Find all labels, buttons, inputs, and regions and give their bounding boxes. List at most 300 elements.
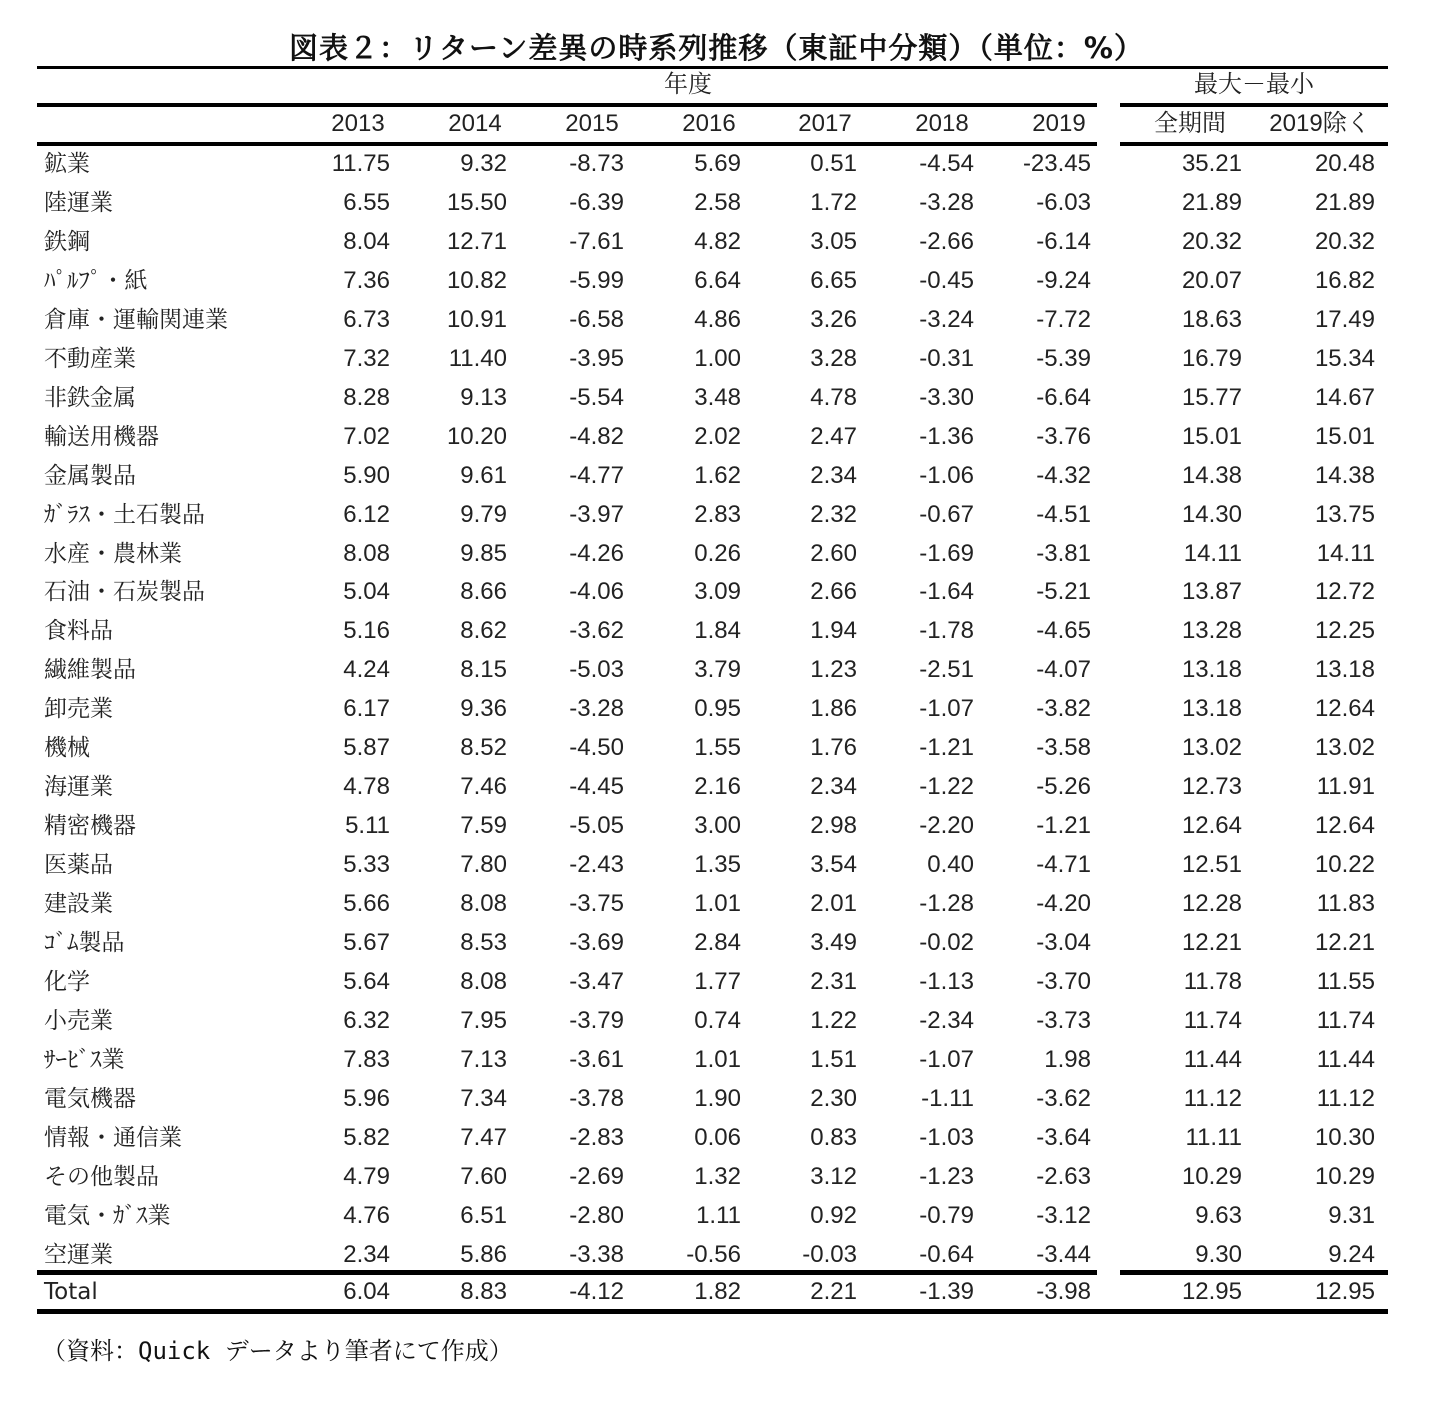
value-cell: 2.34 [343,1240,390,1268]
range-cell: 11.83 [1316,890,1375,918]
row-label: 繊維製品 [44,657,136,684]
value-cell: 2.60 [810,539,857,567]
value-cell: 0.95 [694,695,741,723]
value-cell: 11.40 [448,344,507,372]
range-cell: 13.87 [1181,578,1242,606]
value-cell: -3.12 [1036,1201,1091,1229]
value-cell: 4.82 [694,227,741,255]
value-cell: 2.58 [694,188,741,216]
value-cell: -0.03 [802,1240,857,1268]
value-cell: 1.00 [694,344,741,372]
range-cell: 13.18 [1314,656,1375,684]
row-label: 鉱業 [44,151,90,177]
value-cell: 3.26 [810,305,857,333]
value-cell: 7.36 [343,266,390,294]
value-cell: 5.96 [343,1084,390,1112]
range-cell: 12.21 [1314,929,1375,956]
row-label: 電気・ｶﾞｽ業 [44,1202,171,1229]
value-cell: -3.69 [569,929,624,956]
row-label: 情報・通信業 [44,1124,182,1151]
value-cell: -1.23 [919,1162,974,1190]
range-cell: 11.12 [1316,1084,1375,1112]
range-cell: 12.28 [1181,890,1242,918]
range-cell: 14.30 [1181,500,1242,528]
source-footnote: （資料：Quick データより筆者にて作成） [42,1337,513,1365]
value-cell: 7.83 [343,1045,390,1073]
year-column-header: 2014 [448,110,502,137]
value-cell: -3.79 [569,1006,624,1034]
value-cell: 9.79 [460,500,507,528]
value-cell: 12.71 [446,227,507,255]
value-cell: 5.33 [343,851,390,879]
range-cell: 14.11 [1316,539,1375,567]
value-cell: -4.20 [1036,890,1091,918]
range-column-header: 2019除く [1269,110,1371,137]
row-label: 精密機器 [44,813,136,840]
value-cell: 8.53 [460,929,507,956]
range-column-header: 全期間 [1154,110,1226,137]
range-cell: 10.22 [1314,851,1375,879]
value-cell: 3.54 [810,851,857,879]
value-cell: 1.84 [694,617,741,645]
value-cell: 7.46 [460,773,507,801]
value-cell: -2.83 [569,1123,624,1151]
value-cell: -3.28 [919,188,974,216]
range-cell: 21.89 [1314,188,1375,216]
range-cell: 11.44 [1316,1045,1375,1073]
value-cell: 2.47 [810,422,857,450]
value-cell: -3.62 [569,617,624,645]
value-cell: -3.70 [1036,967,1091,995]
range-cell: 9.24 [1328,1240,1375,1268]
range-cell: 12.95 [1181,1278,1242,1305]
value-cell: 10.91 [446,305,507,333]
total-top-rule-right [1120,1270,1388,1275]
row-label: 建設業 [44,891,113,918]
value-cell: -3.61 [569,1045,624,1073]
value-cell: -4.45 [569,773,624,801]
value-cell: -5.26 [1036,773,1091,801]
value-cell: -3.81 [1036,539,1091,567]
value-cell: 1.32 [694,1162,741,1190]
value-cell: 0.83 [810,1123,857,1151]
range-cell: 13.18 [1181,695,1242,723]
value-cell: 8.83 [460,1278,507,1305]
value-cell: 5.64 [343,967,390,995]
value-cell: -4.07 [1036,656,1091,684]
value-cell: 7.13 [460,1045,507,1073]
value-cell: 7.59 [460,812,507,840]
value-cell: 2.84 [694,929,741,956]
value-cell: -4.26 [569,539,624,567]
value-cell: 3.79 [694,656,741,684]
row-label: 小売業 [44,1007,113,1034]
row-label: 空運業 [44,1241,113,1268]
value-cell: -3.30 [919,383,974,411]
range-group-rule [1120,103,1388,107]
value-cell: -2.20 [919,812,974,840]
value-cell: -2.80 [569,1201,624,1229]
value-cell: 1.77 [694,967,741,995]
total-top-rule-left [37,1270,1097,1275]
value-cell: 2.83 [694,500,741,528]
value-cell: 4.78 [343,773,390,801]
value-cell: 1.90 [694,1084,741,1112]
value-cell: 1.22 [810,1006,857,1034]
value-cell: 7.34 [460,1084,507,1112]
value-cell: -1.21 [919,734,974,762]
range-cell: 20.48 [1314,150,1375,177]
range-cell: 13.02 [1181,734,1242,762]
value-cell: -6.64 [1036,383,1091,411]
range-cell: 17.49 [1314,305,1375,333]
value-cell: -3.97 [569,500,624,528]
value-cell: 4.76 [343,1201,390,1229]
range-cell: 16.79 [1181,344,1242,372]
value-cell: 6.64 [694,266,741,294]
value-cell: 1.51 [810,1045,857,1073]
year-column-header: 2015 [565,110,619,137]
value-cell: 5.90 [343,461,390,489]
value-cell: -5.99 [569,266,624,294]
range-cell: 14.38 [1181,461,1242,489]
value-cell: -4.77 [569,461,624,489]
value-cell: 9.13 [460,383,507,411]
value-cell: -3.38 [569,1240,624,1268]
row-label: ﾊﾟﾙﾌﾟ・紙 [44,267,148,294]
range-cell: 10.29 [1314,1162,1375,1190]
value-cell: 6.32 [343,1006,390,1034]
row-label: その他製品 [44,1163,159,1190]
range-cell: 12.64 [1181,812,1242,840]
value-cell: -8.73 [569,150,624,177]
value-cell: 8.15 [460,656,507,684]
value-cell: 1.86 [810,695,857,723]
value-cell: 3.09 [694,578,741,606]
value-cell: -1.13 [919,967,974,995]
range-cell: 11.55 [1316,967,1375,995]
range-cell: 15.01 [1181,422,1242,450]
value-cell: -3.73 [1036,1006,1091,1034]
range-cell: 11.74 [1316,1006,1375,1034]
range-cell: 13.28 [1181,617,1242,645]
value-cell: 2.34 [810,773,857,801]
range-cell: 11.74 [1183,1006,1242,1034]
value-cell: -2.66 [919,227,974,255]
value-cell: -6.39 [569,188,624,216]
value-cell: 1.76 [810,734,857,762]
row-label: 不動産業 [44,345,136,372]
value-cell: 2.66 [810,578,857,606]
value-cell: -4.06 [569,578,624,606]
value-cell: 7.60 [460,1162,507,1190]
top-rule [37,66,1388,69]
range-cell: 10.29 [1181,1162,1242,1190]
value-cell: 9.32 [460,150,507,177]
value-cell: 0.06 [694,1123,741,1151]
value-cell: -3.28 [569,695,624,723]
range-cell: 12.64 [1314,812,1375,840]
value-cell: -3.62 [1036,1084,1091,1112]
value-cell: 3.05 [810,227,857,255]
value-cell: -0.02 [919,929,974,956]
value-cell: -3.58 [1036,734,1091,762]
row-label: 機械 [44,735,90,762]
bottom-rule [37,1309,1388,1314]
value-cell: 8.08 [460,890,507,918]
value-cell: 9.85 [460,539,507,567]
value-cell: 1.55 [694,734,741,762]
value-cell: -5.05 [569,812,624,840]
value-cell: 9.36 [460,695,507,723]
value-cell: 6.04 [343,1278,390,1305]
range-cell: 13.18 [1181,656,1242,684]
value-cell: 2.98 [810,812,857,840]
range-cell: 10.30 [1314,1123,1375,1151]
row-label: 非鉄金属 [44,384,136,411]
value-cell: -4.54 [919,150,974,177]
value-cell: 1.98 [1044,1045,1091,1073]
value-cell: -1.07 [919,695,974,723]
value-cell: -1.28 [919,890,974,918]
value-cell: -2.51 [919,656,974,684]
value-cell: 7.32 [343,344,390,372]
value-cell: 3.00 [694,812,741,840]
value-cell: 0.26 [694,539,741,567]
value-cell: 7.02 [343,422,390,450]
row-label: ｻｰﾋﾞｽ業 [44,1046,125,1073]
value-cell: -6.58 [569,305,624,333]
value-cell: -4.32 [1036,461,1091,489]
value-cell: 5.86 [460,1240,507,1268]
range-cell: 20.32 [1181,227,1242,255]
value-cell: 15.50 [446,188,507,216]
range-cell: 35.21 [1181,150,1242,177]
value-cell: -3.95 [569,344,624,372]
value-cell: 8.28 [343,383,390,411]
row-label: 鉄鋼 [44,228,90,255]
value-cell: -3.24 [919,305,974,333]
value-cell: 5.82 [343,1123,390,1151]
table-title: 図表２：リターン差異の時系列推移（東証中分類）（単位：%） [289,31,1144,65]
value-cell: -0.31 [919,344,974,372]
value-cell: 5.67 [343,929,390,956]
value-cell: 9.61 [460,461,507,489]
value-cell: 0.74 [694,1006,741,1034]
row-label: 医薬品 [44,852,113,879]
value-cell: 1.82 [694,1278,741,1305]
value-cell: 6.17 [343,695,390,723]
value-cell: -0.64 [919,1240,974,1268]
range-cell: 9.31 [1328,1201,1375,1229]
value-cell: 1.23 [810,656,857,684]
value-cell: -4.82 [569,422,624,450]
value-cell: 3.48 [694,383,741,411]
value-cell: -2.69 [569,1162,624,1190]
value-cell: 1.11 [696,1201,741,1229]
range-cell: 18.63 [1181,305,1242,333]
value-cell: 8.66 [460,578,507,606]
row-label: 化学 [44,968,90,995]
year-column-header: 2018 [915,110,969,137]
value-cell: 6.55 [343,188,390,216]
range-cell: 9.30 [1195,1240,1242,1268]
value-cell: 6.65 [810,266,857,294]
range-cell: 21.89 [1181,188,1242,216]
value-cell: -1.21 [1036,812,1091,840]
value-cell: -1.64 [919,578,974,606]
range-cell: 12.95 [1314,1278,1375,1305]
row-label: 金属製品 [44,462,136,489]
value-cell: 4.79 [343,1162,390,1190]
row-label: ｺﾞﾑ製品 [44,930,125,956]
value-cell: 8.52 [460,734,507,762]
value-cell: 1.01 [694,1045,741,1073]
row-label: 卸売業 [44,696,113,723]
value-cell: 2.02 [694,422,741,450]
row-label: 石油・石炭製品 [44,579,205,606]
value-cell: -4.71 [1036,851,1091,879]
value-cell: -1.03 [919,1123,974,1151]
value-cell: 2.16 [694,773,741,801]
value-cell: -2.34 [919,1006,974,1034]
range-cell: 14.38 [1314,461,1375,489]
value-cell: -5.54 [569,383,624,411]
value-cell: 5.69 [694,150,741,177]
value-cell: 4.86 [694,305,741,333]
value-cell: 6.12 [343,500,390,528]
value-cell: 2.32 [810,500,857,528]
value-cell: 1.72 [810,188,857,216]
range-cell: 13.02 [1314,734,1375,762]
value-cell: -0.79 [919,1201,974,1229]
value-cell: -6.03 [1036,188,1091,216]
value-cell: 10.82 [446,266,507,294]
value-cell: -3.78 [569,1084,624,1112]
value-cell: 5.11 [345,812,390,840]
value-cell: 11.75 [331,150,390,177]
range-cell: 11.78 [1183,967,1242,995]
range-cell: 11.11 [1185,1123,1242,1151]
value-cell: -1.36 [919,422,974,450]
row-label: 陸運業 [44,189,113,216]
value-cell: -5.39 [1036,344,1091,372]
range-cell: 20.07 [1181,266,1242,294]
value-cell: 2.31 [810,967,857,995]
value-cell: 1.35 [694,851,741,879]
value-cell: -7.61 [569,227,624,255]
range-cell: 16.82 [1314,266,1375,294]
range-cell: 14.11 [1183,539,1242,567]
value-cell: -6.14 [1036,227,1091,255]
value-cell: 2.01 [810,890,857,918]
value-cell: -0.45 [919,266,974,294]
value-cell: 4.78 [810,383,857,411]
value-cell: 2.30 [810,1084,857,1112]
range-cell: 9.63 [1195,1201,1242,1229]
value-cell: 3.49 [810,929,857,956]
value-cell: 5.04 [343,578,390,606]
year-column-header: 2017 [798,110,852,137]
year-column-header: 2019 [1032,110,1086,137]
value-cell: 1.62 [694,461,741,489]
value-cell: 8.08 [460,967,507,995]
value-cell: 0.40 [927,851,974,879]
range-cell: 11.44 [1183,1045,1242,1073]
value-cell: -2.63 [1036,1162,1091,1190]
value-cell: 7.80 [460,851,507,879]
range-cell: 12.21 [1181,929,1242,956]
range-group-header: 最大－最小 [1194,71,1314,98]
value-cell: -0.56 [686,1240,741,1268]
value-cell: -3.76 [1036,422,1091,450]
value-cell: 6.51 [460,1201,507,1229]
range-cell: 12.51 [1181,851,1242,879]
value-cell: 8.62 [460,617,507,645]
value-cell: -1.07 [919,1045,974,1073]
value-cell: 8.08 [343,539,390,567]
range-cell: 11.91 [1316,773,1375,801]
value-cell: -1.22 [919,773,974,801]
value-cell: 2.21 [810,1278,857,1305]
value-cell: -23.45 [1022,150,1091,177]
value-cell: -1.06 [919,461,974,489]
value-cell: -7.72 [1036,305,1091,333]
range-cell: 12.72 [1314,578,1375,606]
value-cell: -0.67 [919,500,974,528]
row-label: 倉庫・運輸関連業 [44,306,228,333]
value-cell: -3.47 [569,967,624,995]
row-label: 輸送用機器 [44,423,159,450]
value-cell: -1.69 [919,539,974,567]
value-cell: 1.94 [810,617,857,645]
range-cell: 15.77 [1181,383,1242,411]
row-label: 電気機器 [44,1085,136,1112]
row-label: 海運業 [44,774,113,801]
value-cell: 4.24 [343,656,390,684]
range-cell: 15.01 [1314,422,1375,450]
value-cell: 5.16 [343,617,390,645]
value-cell: 0.51 [810,150,857,177]
value-cell: 0.92 [810,1201,857,1229]
row-label: ｶﾞﾗｽ・土石製品 [44,501,205,528]
value-cell: 5.87 [343,734,390,762]
value-cell: -4.12 [569,1278,624,1305]
value-cell: -3.82 [1036,695,1091,723]
range-cell: 12.25 [1314,617,1375,645]
year-group-rule [37,103,1097,107]
value-cell: -4.50 [569,734,624,762]
range-cell: 11.12 [1183,1084,1242,1112]
range-cell: 12.73 [1181,773,1242,801]
value-cell: -9.24 [1036,266,1091,294]
value-cell: -2.43 [569,851,624,879]
value-cell: 2.34 [810,461,857,489]
year-group-header: 年度 [664,71,712,98]
header-bottom-rule-left [37,142,1097,146]
value-cell: -3.04 [1036,929,1091,956]
value-cell: -3.44 [1036,1240,1091,1268]
year-column-header: 2016 [682,110,736,137]
value-cell: -1.78 [919,617,974,645]
value-cell: 5.66 [343,890,390,918]
row-label: 食料品 [44,618,113,645]
year-column-header: 2013 [331,110,385,137]
value-cell: 3.12 [810,1162,857,1190]
value-cell: -3.75 [569,890,624,918]
value-cell: -3.64 [1036,1123,1091,1151]
value-cell: -3.98 [1036,1278,1091,1305]
